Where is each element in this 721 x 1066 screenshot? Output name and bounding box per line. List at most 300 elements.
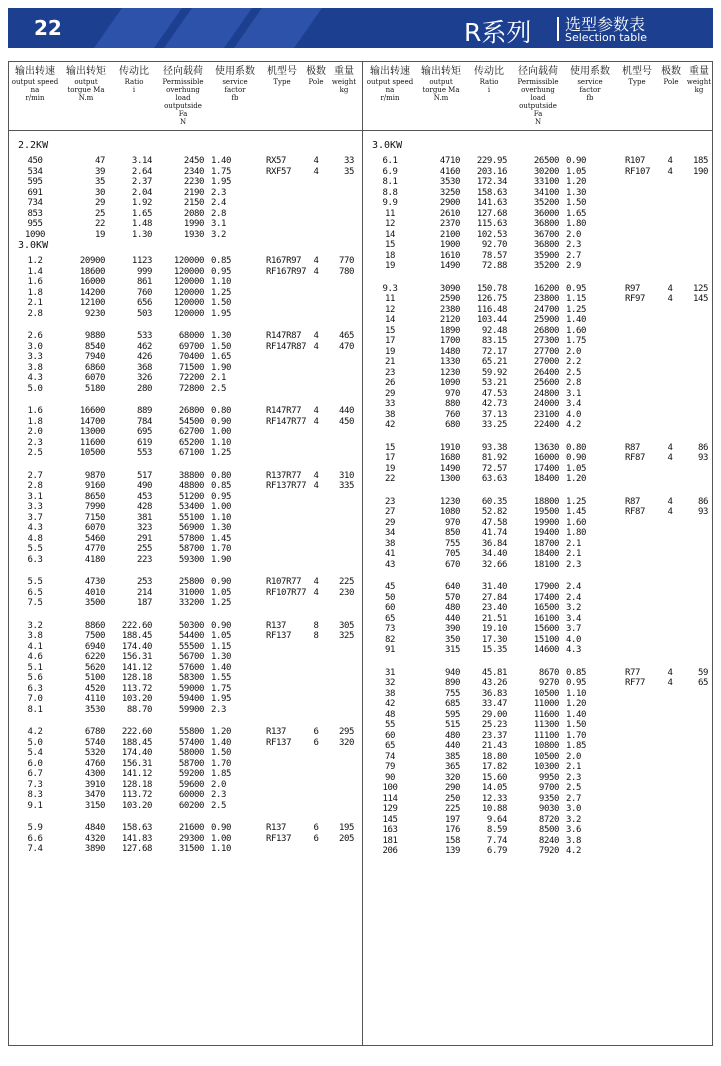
table-cell: 33.25 xyxy=(481,420,507,430)
table-cell: 1.40 xyxy=(211,737,232,748)
table-cell: 325 xyxy=(338,631,354,641)
table-cell: 440 xyxy=(444,613,460,624)
table-cell: 4.0 xyxy=(566,409,582,420)
table-cell: 1330 xyxy=(439,357,460,367)
table-cell: 3.0 xyxy=(566,804,582,814)
table-cell: 5.1 xyxy=(27,662,43,673)
table-cell: 1.30 xyxy=(211,652,232,662)
table-cell: 23 xyxy=(384,496,396,507)
table-cell: 15600 xyxy=(533,624,559,634)
table-cell: 1.40 xyxy=(566,709,587,720)
table-cell: 6.3 xyxy=(27,683,43,694)
table-cell: 53400 xyxy=(178,502,204,512)
table-cell: 5.4 xyxy=(27,748,43,758)
column-header-en: weight xyxy=(686,78,712,86)
table-cell: 21.43 xyxy=(481,741,507,751)
table-cell: 490 xyxy=(136,481,152,491)
table-cell: 2.1 xyxy=(566,538,582,549)
table-cell: 7.5 xyxy=(27,598,43,608)
table-cell: 38800 xyxy=(178,470,204,481)
table-cell: 63.63 xyxy=(481,474,507,484)
table-cell: 23.40 xyxy=(481,603,507,613)
table-cell: 10800 xyxy=(533,741,559,751)
table-cell: 203.16 xyxy=(476,166,507,177)
table-cell: 23.37 xyxy=(481,730,507,741)
table-cell: 29 xyxy=(384,517,396,528)
table-cell: 15.35 xyxy=(481,645,507,655)
table-cell: 9880 xyxy=(84,331,105,341)
table-cell: 67100 xyxy=(178,448,204,458)
table-cell: 60.35 xyxy=(481,496,507,507)
table-cell: 7920 xyxy=(538,846,559,856)
table-cell: 55800 xyxy=(178,727,204,737)
table-cell: 534 xyxy=(27,166,43,177)
table-cell: 16600 xyxy=(79,406,105,416)
table-cell: 3.2 xyxy=(566,814,582,825)
column-header-en: overhung xyxy=(166,86,200,94)
table-cell: 1.55 xyxy=(211,673,232,683)
table-cell: 26800 xyxy=(178,406,204,416)
table-cell: 3.8 xyxy=(27,631,43,641)
table-cell: 3.8 xyxy=(27,362,43,373)
table-cell: 889 xyxy=(136,406,152,416)
table-cell: 6780 xyxy=(84,727,105,737)
table-cell: 72800 xyxy=(178,383,204,394)
table-cell: 0.80 xyxy=(211,470,232,481)
table-cell: 19500 xyxy=(533,507,559,517)
table-cell: 1.4 xyxy=(27,266,43,277)
table-cell: 1680 xyxy=(439,453,460,463)
table-cell: 33 xyxy=(384,399,396,409)
table-cell: 2120 xyxy=(439,315,460,325)
table-cell: 103.44 xyxy=(476,315,507,325)
table-cell: 1.85 xyxy=(566,741,587,751)
table-cell: 15100 xyxy=(533,634,559,645)
table-cell: 2370 xyxy=(439,219,460,229)
table-cell: 3.4 xyxy=(566,613,582,624)
table-cell: 32.66 xyxy=(481,559,507,570)
table-cell: 1.50 xyxy=(211,748,232,758)
table-cell: 27.84 xyxy=(481,592,507,603)
table-cell: 3090 xyxy=(439,283,460,294)
table-cell: 27300 xyxy=(533,336,559,346)
table-cell: 14.05 xyxy=(481,783,507,793)
table-cell: 39 xyxy=(94,166,105,177)
table-cell: 3.1 xyxy=(211,219,227,229)
table-cell: 8.1 xyxy=(382,177,398,187)
column-header-en: Type xyxy=(628,78,646,86)
table-cell: 57600 xyxy=(178,662,204,673)
table-cell: 114 xyxy=(382,793,398,804)
table-cell: 1080 xyxy=(439,507,460,517)
table-cell: 18600 xyxy=(79,266,105,277)
table-cell: 35 xyxy=(343,166,354,177)
table-cell: 4180 xyxy=(84,554,105,565)
column-header-cn: 传动比 xyxy=(474,66,504,77)
table-cell: 255 xyxy=(136,544,152,554)
table-cell: 0.90 xyxy=(566,156,587,166)
table-cell: 1090 xyxy=(439,378,460,388)
table-cell: 53.21 xyxy=(481,378,507,388)
table-cell: 17400 xyxy=(533,463,559,474)
table-cell: 2.4 xyxy=(566,592,582,603)
table-cell: 1.10 xyxy=(566,688,587,699)
table-cell: 595 xyxy=(444,709,460,720)
table-cell: 515 xyxy=(444,720,460,730)
table-cell: 1.80 xyxy=(566,219,587,229)
table-cell: 940 xyxy=(444,667,460,678)
table-cell: 4.6 xyxy=(27,652,43,662)
table-cell: 6 xyxy=(313,833,319,844)
table-cell: 38 xyxy=(384,409,396,420)
table-cell: 3.6 xyxy=(566,825,582,835)
table-cell: 18.80 xyxy=(481,751,507,762)
table-cell: 7150 xyxy=(84,512,105,523)
table-cell: 6220 xyxy=(84,652,105,662)
table-cell: 4520 xyxy=(84,683,105,694)
table-cell: 1.25 xyxy=(211,598,232,608)
table-cell: 3.2 xyxy=(566,603,582,613)
table-cell: 29300 xyxy=(178,833,204,844)
table-cell: 2.5 xyxy=(27,448,43,458)
table-cell: 1.6 xyxy=(27,406,43,416)
table-cell: 158.63 xyxy=(476,187,507,198)
table-cell: 1.95 xyxy=(211,308,232,319)
table-cell: 0.85 xyxy=(566,667,587,678)
table-cell: 42 xyxy=(384,420,396,430)
table-cell: 8650 xyxy=(84,491,105,502)
subtitle-cn: 选型参数表 xyxy=(565,15,646,34)
column-header-en: Permissible xyxy=(162,78,204,86)
table-cell: 195 xyxy=(338,823,354,833)
table-cell: 11 xyxy=(384,294,396,304)
table-cell: 4 xyxy=(667,453,673,463)
table-cell: 250 xyxy=(444,793,460,804)
table-cell: 14 xyxy=(384,229,396,240)
column-header-en: r/min xyxy=(25,94,45,102)
table-cell: 36.83 xyxy=(481,688,507,699)
table-cell: 0.95 xyxy=(211,491,232,502)
table-cell: 176 xyxy=(444,825,460,835)
table-cell: 86 xyxy=(697,442,708,453)
table-cell: 82 xyxy=(384,634,396,645)
column-header-cn: 使用系数 xyxy=(570,66,610,77)
table-cell: 125 xyxy=(692,283,708,294)
table-cell: 4 xyxy=(313,341,319,352)
table-cell: 120000 xyxy=(173,277,204,287)
table-cell: 120000 xyxy=(173,266,204,277)
table-cell: 24800 xyxy=(533,388,559,399)
table-cell: 5100 xyxy=(84,673,105,683)
column-header-en: output xyxy=(74,78,98,86)
table-cell: 21.51 xyxy=(481,613,507,624)
table-cell: 10500 xyxy=(533,688,559,699)
table-cell: 17.82 xyxy=(481,762,507,772)
column-header-en: N xyxy=(179,118,187,126)
right-column-header xyxy=(659,66,683,86)
table-cell: 5620 xyxy=(84,662,105,673)
table-cell: 187 xyxy=(136,598,152,608)
table-cell: 42 xyxy=(384,699,396,709)
table-cell: 428 xyxy=(136,502,152,512)
table-cell: 33100 xyxy=(533,177,559,187)
table-cell: 760 xyxy=(136,287,152,298)
table-cell: 3.1 xyxy=(27,491,43,502)
table-cell: 6.79 xyxy=(486,846,507,856)
right-column-header xyxy=(365,66,415,102)
table-cell: 9230 xyxy=(84,308,105,319)
table-cell: 1.20 xyxy=(566,474,587,484)
table-cell: 1.65 xyxy=(131,208,152,219)
table-cell: 11300 xyxy=(533,720,559,730)
table-cell: 4.8 xyxy=(27,533,43,544)
table-cell: 295 xyxy=(338,727,354,737)
table-cell: 1.48 xyxy=(131,219,152,229)
table-cell: 2.9 xyxy=(566,261,582,271)
table-cell: 1.10 xyxy=(211,437,232,448)
table-cell: 41.74 xyxy=(481,528,507,538)
table-cell: 3910 xyxy=(84,779,105,790)
table-cell: 734 xyxy=(27,198,43,208)
table-cell: 10500 xyxy=(79,448,105,458)
table-cell: 2.7 xyxy=(566,793,582,804)
column-header-cn: 使用系数 xyxy=(215,66,255,77)
table-cell: 222.60 xyxy=(121,620,152,631)
table-cell: RF87 xyxy=(625,507,646,517)
table-cell: 14 xyxy=(384,315,396,325)
table-cell: 7.74 xyxy=(486,835,507,846)
table-cell: 2.64 xyxy=(131,166,152,177)
table-cell: 2.8 xyxy=(566,378,582,388)
table-cell: 1.60 xyxy=(566,325,587,336)
table-cell: 4.3 xyxy=(27,373,43,383)
table-cell: 45.81 xyxy=(481,667,507,678)
table-cell: 2.3 xyxy=(566,240,582,250)
table-cell: 8 xyxy=(313,631,319,641)
table-cell: 92.70 xyxy=(481,240,507,250)
table-cell: 6 xyxy=(313,823,319,833)
table-cell: 21600 xyxy=(178,823,204,833)
table-cell: 45 xyxy=(384,582,396,592)
table-cell: 1.70 xyxy=(566,730,587,741)
table-cell: 1.75 xyxy=(211,683,232,694)
table-cell: 680 xyxy=(444,420,460,430)
table-cell: 0.80 xyxy=(211,406,232,416)
table-cell: 3.2 xyxy=(27,620,43,631)
table-cell: RF107R77 xyxy=(266,587,307,598)
table-cell: 595 xyxy=(27,177,43,187)
table-cell: 42.73 xyxy=(481,399,507,409)
table-cell: 4.2 xyxy=(566,846,582,856)
table-cell: 1.75 xyxy=(566,336,587,346)
table-cell: 2.1 xyxy=(566,762,582,772)
table-cell: 1700 xyxy=(439,336,460,346)
table-cell: 4 xyxy=(667,496,673,507)
table-cell: 1.05 xyxy=(211,631,232,641)
table-cell: 103.20 xyxy=(121,694,152,704)
table-cell: 10.88 xyxy=(481,804,507,814)
table-cell: 47 xyxy=(94,156,105,166)
table-cell: 38 xyxy=(384,688,396,699)
table-cell: 2.2 xyxy=(566,357,582,367)
table-cell: 52.82 xyxy=(481,507,507,517)
table-cell: 970 xyxy=(444,517,460,528)
table-cell: 4 xyxy=(313,416,319,427)
table-cell: 47.53 xyxy=(481,388,507,399)
table-cell: 25900 xyxy=(533,315,559,325)
table-cell: 2.3 xyxy=(27,437,43,448)
column-header-en: kg xyxy=(694,86,704,94)
table-cell: 368 xyxy=(136,362,152,373)
table-cell: 3890 xyxy=(84,844,105,854)
table-cell: RF137R77 xyxy=(266,481,307,491)
table-cell: 16000 xyxy=(79,277,105,287)
table-cell: 185 xyxy=(692,156,708,166)
table-cell: 16200 xyxy=(533,283,559,294)
table-cell: 2230 xyxy=(183,177,204,187)
table-cell: 2.0 xyxy=(566,346,582,357)
table-cell: 955 xyxy=(27,219,43,229)
table-cell: 2.3 xyxy=(566,559,582,570)
table-cell: 25.23 xyxy=(481,720,507,730)
table-cell: 59000 xyxy=(178,683,204,694)
table-cell: 11000 xyxy=(533,699,559,709)
table-cell: RXF57 xyxy=(266,166,292,177)
column-header-en: r/min xyxy=(380,94,400,102)
table-cell: 55500 xyxy=(178,641,204,652)
table-cell: 29 xyxy=(94,198,105,208)
table-cell: R107R77 xyxy=(266,577,302,587)
table-cell: 214 xyxy=(136,587,152,598)
table-cell: 780 xyxy=(338,266,354,277)
table-cell: 1.00 xyxy=(211,833,232,844)
table-cell: 90 xyxy=(384,772,396,783)
table-cell: 426 xyxy=(136,352,152,362)
table-cell: RF87 xyxy=(625,453,646,463)
table-cell: 65 xyxy=(384,741,396,751)
table-cell: 13630 xyxy=(533,442,559,453)
table-cell: 4 xyxy=(313,331,319,341)
table-cell: 1.10 xyxy=(211,844,232,854)
table-cell: 93 xyxy=(697,507,708,517)
table-cell: 129 xyxy=(382,804,398,814)
table-cell: 755 xyxy=(444,538,460,549)
table-cell: 4 xyxy=(667,166,673,177)
table-cell: 7500 xyxy=(84,631,105,641)
table-cell: 8.8 xyxy=(382,187,398,198)
table-cell: 69700 xyxy=(178,341,204,352)
table-cell: 453 xyxy=(136,491,152,502)
table-cell: 480 xyxy=(444,603,460,613)
table-cell: 12.33 xyxy=(481,793,507,804)
table-cell: 440 xyxy=(444,741,460,751)
table-cell: 4760 xyxy=(84,758,105,769)
table-cell: 695 xyxy=(136,427,152,437)
right-column-header xyxy=(615,66,659,86)
table-cell: 1.90 xyxy=(211,554,232,565)
table-cell: RF137 xyxy=(266,631,292,641)
table-cell: 320 xyxy=(338,737,354,748)
table-cell: 81.92 xyxy=(481,453,507,463)
table-cell: 60000 xyxy=(178,790,204,800)
column-header-en: weight xyxy=(331,78,357,86)
table-cell: 65.21 xyxy=(481,357,507,367)
column-header-en: Ratio xyxy=(124,78,144,86)
table-cell: 19 xyxy=(384,261,396,271)
left-column-header xyxy=(114,66,154,94)
subtitle-en: Selection table xyxy=(565,31,648,44)
left-column-header xyxy=(260,66,304,86)
column-header-en: service xyxy=(577,78,603,86)
table-cell: 59 xyxy=(697,667,708,678)
table-cell: 290 xyxy=(444,783,460,793)
table-cell: 450 xyxy=(27,156,43,166)
table-cell: 8720 xyxy=(538,814,559,825)
table-cell: 9160 xyxy=(84,481,105,491)
table-cell: 0.85 xyxy=(211,481,232,491)
table-cell: 1300 xyxy=(439,474,460,484)
table-cell: 23800 xyxy=(533,294,559,304)
table-cell: 27 xyxy=(384,507,396,517)
table-cell: 33 xyxy=(343,156,354,166)
table-cell: 17.30 xyxy=(481,634,507,645)
table-cell: 6 xyxy=(313,727,319,737)
table-cell: 2.4 xyxy=(211,198,227,208)
column-header-en: fb xyxy=(586,94,594,102)
table-cell: 1480 xyxy=(439,346,460,357)
table-cell: 19400 xyxy=(533,528,559,538)
table-cell: 1.50 xyxy=(211,298,232,308)
table-cell: 58700 xyxy=(178,758,204,769)
table-cell: 480 xyxy=(444,730,460,741)
table-cell: 2.4 xyxy=(566,582,582,592)
table-cell: 2.37 xyxy=(131,177,152,187)
table-cell: 15.60 xyxy=(481,772,507,783)
table-cell: 4 xyxy=(313,256,319,266)
table-cell: 4 xyxy=(667,678,673,688)
table-cell: 27700 xyxy=(533,346,559,357)
table-cell: 19 xyxy=(384,346,396,357)
table-cell: 315 xyxy=(444,645,460,655)
table-cell: 38 xyxy=(384,538,396,549)
table-cell: 2610 xyxy=(439,208,460,219)
table-cell: 4.0 xyxy=(566,634,582,645)
table-cell: 6.9 xyxy=(382,166,398,177)
table-cell: 172.34 xyxy=(476,177,507,187)
column-header-en: output xyxy=(429,78,453,86)
column-header-en: torgue Ma xyxy=(422,86,460,94)
table-cell: 18100 xyxy=(533,559,559,570)
table-cell: 4840 xyxy=(84,823,105,833)
table-cell: 113.72 xyxy=(121,790,152,800)
table-cell: 71500 xyxy=(178,362,204,373)
table-cell: 3530 xyxy=(439,177,460,187)
table-cell: 3.3 xyxy=(27,352,43,362)
table-cell: 18 xyxy=(384,250,396,261)
table-cell: 59900 xyxy=(178,704,204,715)
table-cell: 19900 xyxy=(533,517,559,528)
table-cell: 128.18 xyxy=(121,779,152,790)
table-cell: 1.65 xyxy=(566,208,587,219)
table-cell: 1.30 xyxy=(566,187,587,198)
column-header-cn: 极数 xyxy=(661,66,681,77)
table-cell: 16100 xyxy=(533,613,559,624)
column-header-en: N.m xyxy=(78,94,94,102)
table-cell: 6 xyxy=(313,737,319,748)
column-header-cn: 径向载荷 xyxy=(163,66,203,77)
table-cell: 1.50 xyxy=(566,198,587,208)
table-cell: 2.04 xyxy=(131,187,152,198)
